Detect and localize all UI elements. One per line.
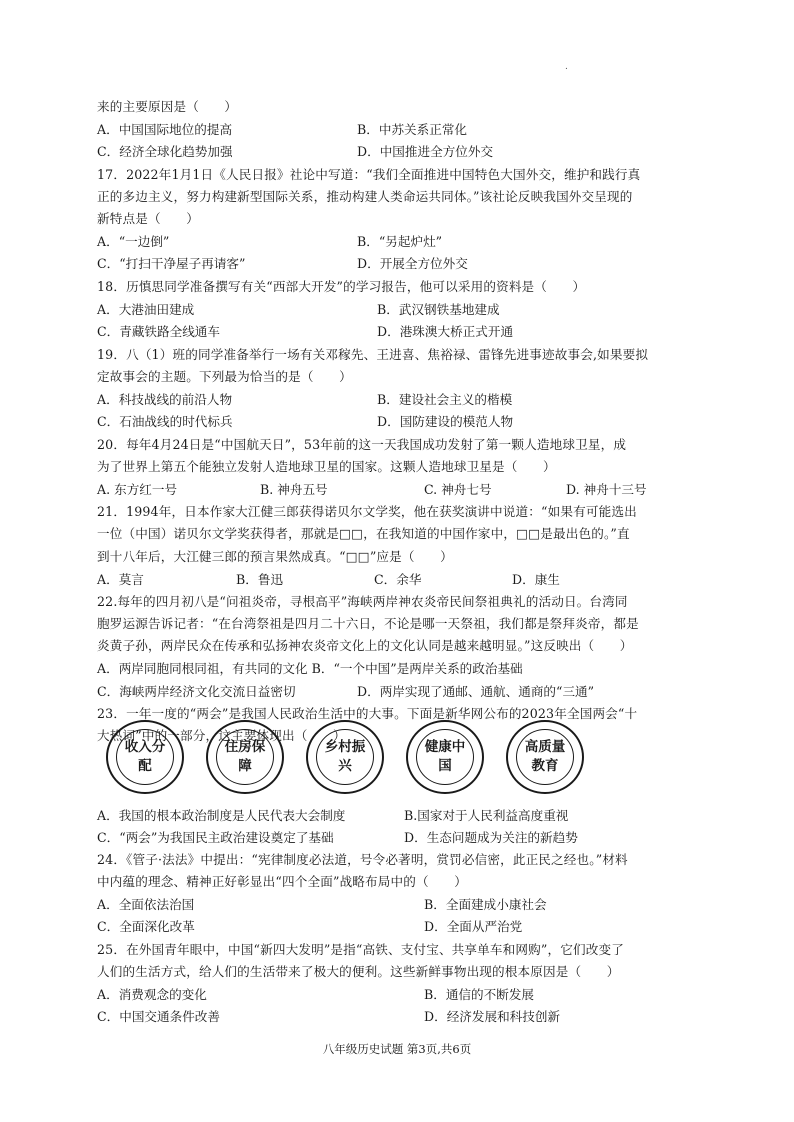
q21-option-c[interactable]: C．余华 [374, 572, 422, 587]
q25-stem-2: 人们的生活方式，给人们的生活带来了极大的便利。这些新鲜事物出现的根本原因是（ ） [97, 964, 620, 979]
q16-stem-tail: 来的主要原因是（ ） [97, 99, 238, 114]
q16-option-a[interactable]: A．中国国际地位的提高 [97, 122, 233, 137]
hot-word-badge [106, 720, 184, 794]
hot-word-label: 住房保障 [224, 739, 266, 774]
q19-stem-2: 定故事会的主题。下列最为恰当的是（ ） [97, 369, 352, 384]
corner-mark: . [565, 62, 568, 72]
q18-option-c[interactable]: C．青藏铁路全线通车 [97, 324, 220, 339]
q20-option-a[interactable]: A. 东方红一号 [97, 482, 178, 497]
q23-option-b[interactable]: B.国家对于人民利益高度重视 [404, 808, 569, 823]
q24-stem-1: 24．《管子·法法》中提出：“宪律制度必法道，号令必著明，赏罚必信密，此正民之经也。”材料 [97, 852, 628, 867]
q25-option-c[interactable]: C．中国交通条件改善 [97, 1009, 220, 1024]
q17-stem-2: 正的多边主义，努力构建新型国际关系，推动构建人类命运共同体。”该社论反映我国外交呈现的 [97, 189, 633, 204]
q16-option-c[interactable]: C．经济全球化趋势加强 [97, 144, 233, 159]
q19-option-d[interactable]: D．国防建设的模范人物 [377, 414, 514, 429]
q19-option-a[interactable]: A．科技战线的前沿人物 [97, 392, 233, 407]
q18-option-a[interactable]: A．大港油田建成 [97, 302, 195, 317]
q22-stem-2: 胞罗运源告诉记者：“在台湾祭祖是四月二十六日，不论是哪一天祭祖，我们都是祭拜炎帝，都是 [97, 616, 639, 631]
q20-option-b[interactable]: B. 神舟五号 [260, 482, 328, 497]
q24-option-a[interactable]: A．全面依法治国 [97, 897, 195, 912]
q24-option-b[interactable]: B．全面建成小康社会 [424, 897, 547, 912]
q19-stem-1: 19．八（1）班的同学准备举行一场有关邓稼先、王进喜、焦裕禄、雷锋先进事迹故事会,如果要拟 [97, 347, 649, 362]
q24-stem-2: 中内蕴的理念、精神正好彰显出“四个全面”战略布局中的（ ） [97, 874, 468, 889]
q20-stem-2: 为了世界上第五个能独立发射人造地球卫星的国家。这颗人造地球卫星是（ ） [97, 459, 556, 474]
q17-option-a[interactable]: A．“一边倒” [97, 234, 170, 249]
q17-option-c[interactable]: C．“打扫干净屋子再请客” [97, 256, 246, 271]
hot-word-label: 高质量教育 [524, 739, 566, 774]
q23-option-a[interactable]: A．我国的根本政治制度是人民代表大会制度 [97, 808, 346, 823]
q16-option-b[interactable]: B．中苏关系正常化 [357, 122, 468, 137]
q18-option-d[interactable]: D．港珠澳大桥正式开通 [377, 324, 514, 339]
q25-option-b[interactable]: B．通信的不断发展 [424, 987, 535, 1002]
q20-option-c[interactable]: C. 神舟七号 [424, 482, 492, 497]
q19-option-b[interactable]: B．建设社会主义的楷模 [377, 392, 513, 407]
q21-option-b[interactable]: B．鲁迅 [236, 572, 284, 587]
q25-stem-1: 25．在外国青年眼中，中国“新四大发明”是指“高铁、支付宝、共享单车和网购”，它们改变了 [97, 942, 624, 957]
q23-stem-1: 23．一年一度的“两会”是我国人民政治生活中的大事。下面是新华网公布的2023年全国两会“十 [97, 706, 638, 721]
q21-option-a[interactable]: A．莫言 [97, 572, 144, 587]
q25-option-a[interactable]: A．消费观念的变化 [97, 987, 207, 1002]
q17-stem-3: 新特点是（ ） [97, 211, 199, 226]
q21-stem-1: 21．1994年，日本作家大江健三郎获得诺贝尔文学奖，他在获奖演讲中说道：“如果有可能选出 [97, 504, 637, 519]
q22-stem-3: 炎黄子孙，两岸民众在传承和弘扬神农炎帝文化上的文化认同是越来越明显。”这反映出（ ） [97, 638, 633, 653]
q21-stem-2: 一位（中国）诺贝尔文学奖获得者，那就是□□，在我知道的中国作家中，□□是最出色的。”直 [97, 526, 630, 541]
q22-option-d[interactable]: D．两岸实现了通邮、通航、通商的“三通” [357, 684, 595, 699]
q16-option-d[interactable]: D．中国推进全方位外交 [357, 144, 494, 159]
q19-option-c[interactable]: C．石油战线的时代标兵 [97, 414, 233, 429]
q18-option-b[interactable]: B．武汉钢铁基地建成 [377, 302, 500, 317]
q17-option-d[interactable]: D．开展全方位外交 [357, 256, 468, 271]
hot-word-label: 乡村振兴 [324, 739, 366, 774]
q22-stem-1: 22.每年的四月初八是“问祖炎帝，寻根高平”海峡两岸神农炎帝民间祭祖典礼的活动日。台湾同 [97, 594, 628, 609]
hot-word-badge [406, 720, 484, 794]
q17-stem-1: 17．2022年1月1日《人民日报》社论中写道：“我们全面推进中国特色大国外交，维护和践行真 [97, 167, 641, 182]
page-footer: 八年级历史试题 第3页,共6页 [322, 1042, 472, 1056]
q20-option-d[interactable]: D. 神舟十三号 [566, 482, 647, 497]
hot-word-label: 健康中国 [424, 739, 466, 774]
q25-option-d[interactable]: D．经济发展和科技创新 [424, 1009, 561, 1024]
q24-option-c[interactable]: C．全面深化改革 [97, 919, 195, 934]
q22-option-ab[interactable]: A．两岸同胞同根同祖，有共同的文化 B．“一个中国”是两岸关系的政治基础 [97, 661, 523, 676]
q20-stem-1: 20．每年4月24日是“中国航天日”，53年前的这一天我国成功发射了第一颗人造地球卫星，成 [97, 437, 627, 452]
q18-stem: 18．历慎思同学准备撰写有关“西部大开发”的学习报告，他可以采用的资料是（ ） [97, 279, 586, 294]
q21-stem-3: 到十八年后，大江健三郎的预言果然成真。“□□”应是（ ） [97, 549, 453, 564]
hot-word-badge [306, 720, 384, 794]
q22-option-c[interactable]: C．海峡两岸经济文化交流日益密切 [97, 684, 296, 699]
q24-option-d[interactable]: D．全面从严治党 [424, 919, 523, 934]
hot-word-label: 收入分配 [124, 739, 166, 774]
q21-option-d[interactable]: D．康生 [512, 572, 560, 587]
q23-stem-2: 大热词”中的一部分，这主要体现出（ ） [97, 728, 346, 743]
q17-option-b[interactable]: B．“另起炉灶” [357, 234, 443, 249]
hot-word-badge [206, 720, 284, 794]
q23-option-c[interactable]: C．“两会”为我国民主政治建设奠定了基础 [97, 830, 334, 845]
q23-option-d[interactable]: D．生态问题成为关注的新趋势 [404, 830, 578, 845]
hot-word-badge [506, 720, 584, 794]
